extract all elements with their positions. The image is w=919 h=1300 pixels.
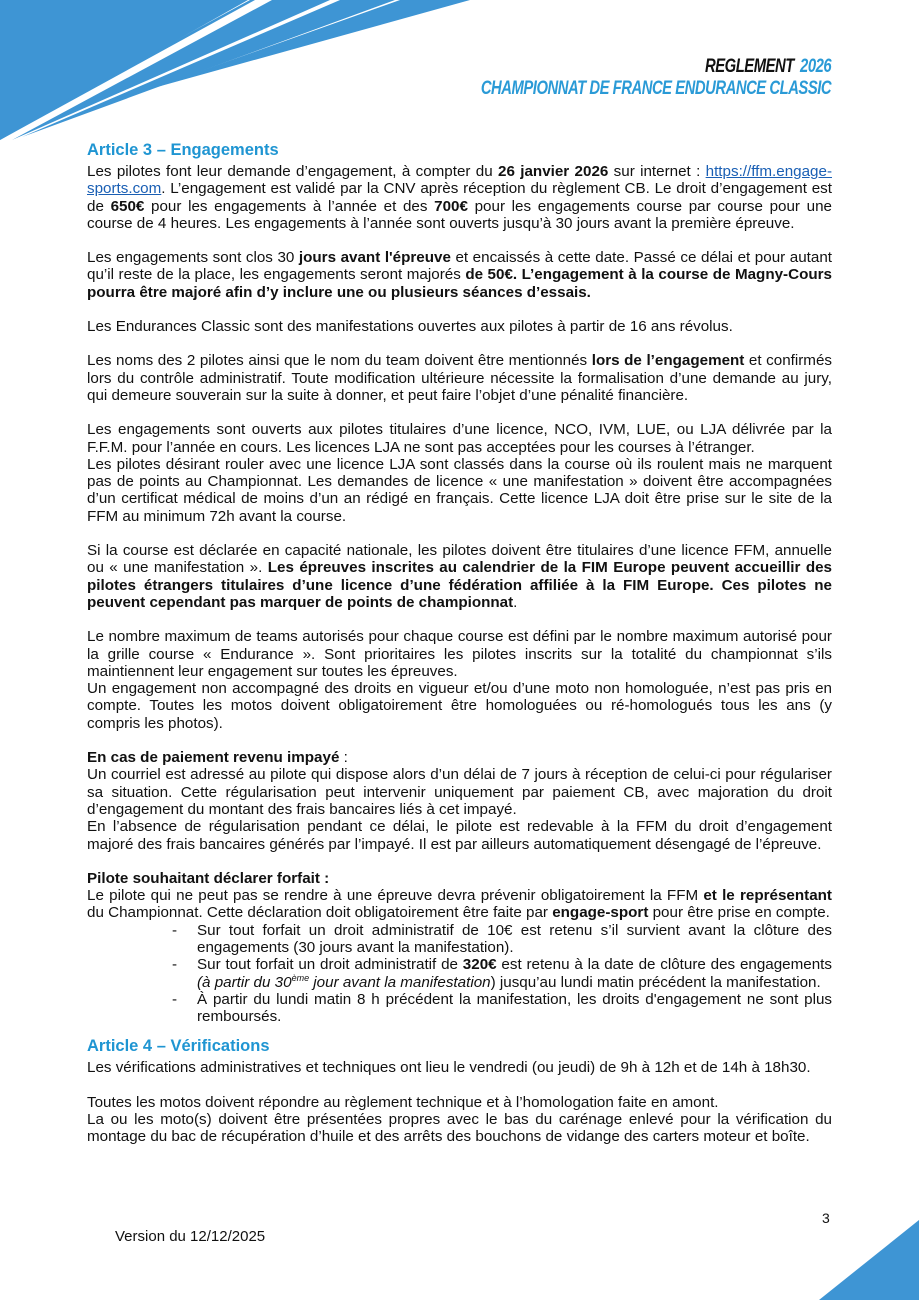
bold-text: de 50€. L’engagement à la course de Magny-Cours pourra être majoré afin d’y inclure une ou plusieurs séances d’essais. (87, 266, 832, 301)
bold-text: lors de l’engagement (591, 352, 745, 370)
text: Les engagements sont clos 30 (87, 249, 299, 267)
bold-amount: 650€ (110, 197, 145, 215)
article-3-paragraph-closing (87, 249, 832, 301)
impaye-title: En cas de paiement revenu impayé (87, 749, 340, 767)
bold-amount: 320€ (462, 956, 497, 974)
header-title (481, 56, 831, 78)
forfait-paragraph (87, 887, 832, 922)
dash-bullet-icon: - (172, 921, 178, 939)
article-3-paragraph-homologation: Un engagement non accompagné des droits en vigueur et/ou d’une moto non homologuée, n’est pas pris en compte. Toutes les motos doivent obligatoirement être homologuées ou ré-homologués tous les ans (y compris les photos). (87, 680, 832, 732)
text: et confirmés lors du contrôle administratif. Toute modification ultérieure nécessite la formalisation d’une demande au jury, qui demeure souverain sur la suite à donner, et peut faire l’objet d’une pénalité financière. (87, 352, 832, 404)
text: et encaissés à cette date. Passé ce délai et pour autant qu’il reste de la place, les engagements seront majorés (87, 249, 832, 284)
article-4-paragraph-hours: Les vérifications administratives et techniques ont lieu le vendredi (ou jeudi) de 9h à 12h et de 14h à 18h30. (87, 1059, 811, 1077)
text: ) jusqu’au lundi matin précédent la manifestation. (490, 973, 821, 991)
bold-date: 26 janvier 2026 (498, 163, 609, 180)
header-subtitle: CHAMPIONNAT DE FRANCE ENDURANCE CLASSIC (480, 78, 831, 99)
footer-version: Version du 12/12/2025 (115, 1228, 266, 1245)
footer-triangle-decoration (819, 1220, 919, 1300)
text: pour les engagements course par course pour une course de 4 heures. Les engagements à l’année sont ouverts jusqu’à 30 jours avant la première épreuve. (87, 197, 832, 232)
article-4-heading: Article 4 – Vérifications (87, 1037, 270, 1056)
page-number: 3 (822, 1210, 830, 1226)
forfait-subheading (87, 870, 832, 887)
article-3-paragraph-teams: Le nombre maximum de teams autorisés pour chaque course est défini par le nombre maximum autorisé pour la grille course « Endurance ». Sont prioritaires les pilotes inscrits sur la totalité du championnat s’ils maintiennent leur engagement sur toutes les épreuves. (87, 628, 832, 680)
text: Sur tout forfait un droit administratif de 10€ est retenu s’il survient avant la clôture des engagements (30 jours avant la manifestation). (197, 921, 832, 956)
forfait-title: Pilote souhaitant déclarer forfait : (87, 869, 330, 887)
article-3-paragraph-licences: Les engagements sont ouverts aux pilotes titulaires d’une licence, NCO, IVM, LUE, ou LJA délivrée par la F.F.M. pour l’année en cours. Les licences LJA ne sont pas acceptées pour les courses à l’étranger. (87, 421, 832, 456)
text: Le pilote qui ne peut pas se rendre à une épreuve devra prévenir obligatoirement la FFM (87, 887, 704, 905)
impaye-subheading (87, 749, 832, 766)
list-item (172, 921, 832, 957)
text: pour les engagements à l’année et des (144, 197, 435, 215)
text: : (339, 749, 348, 767)
list-item (172, 990, 832, 1026)
dash-bullet-icon: - (172, 990, 178, 1008)
italic-text: (à partir du 30 (197, 973, 292, 991)
text: À partir du lundi matin 8 h précédent la manifestation, les droits d'engagement ne sont plus remboursés. (197, 990, 832, 1026)
document-header (481, 56, 831, 100)
bold-text: Les épreuves inscrites au calendrier de la FIM Europe peuvent accueillir des pilotes étrangers titulaires d’une licence d’une fédération affiliée à la FIM Europe. Ces pilotes ne peuvent cependant pas marquer de points de championnat (87, 559, 833, 611)
article-3-paragraph-fees (87, 163, 832, 232)
article-3-paragraph-lja: Les pilotes désirant rouler avec une licence LJA sont classés dans la course où ils roulent mais ne marquent pas de points au Championnat. Les demandes de licence « une manifestation » doivent être accompagnées d’un certificat médical de moins d’un an rédigé en français. Cette licence LJA doit être prise sur le site de la FFM au minimum 72h avant la course. (87, 455, 832, 525)
text: Si la course est déclarée en capacité nationale, les pilotes doivent être titulaires d’une licence FFM, annuelle ou « une manifestation ». (87, 542, 832, 577)
article-3-paragraph-names (87, 352, 832, 404)
text: Les pilotes font leur demande d’engagement, à compter du (87, 163, 499, 180)
dash-bullet-icon: - (172, 956, 178, 974)
list-item (172, 956, 832, 991)
text: sur internet : (608, 163, 706, 180)
impaye-paragraph-2: En l’absence de régularisation pendant ce délai, le pilote est redevable à la FFM du droit d’engagement majoré des frais bancaires générés par l’impayé. Il est par ailleurs automatiquement désengagé de l’épreuve. (87, 818, 832, 853)
header-stripes-decoration (0, 0, 480, 140)
text: est retenu à la date de clôture des engagements (496, 956, 832, 974)
header-title-year: 2026 (799, 56, 831, 77)
text: . (513, 593, 518, 611)
bold-text: jours avant l'épreuve (298, 249, 451, 267)
italic-text: jour avant la manifestation (309, 973, 491, 991)
header-title-word: REGLEMENT (704, 56, 794, 77)
article-3-paragraph-age: Les Endurances Classic sont des manifestations ouvertes aux pilotes à partir de 16 ans révolus. (87, 318, 733, 336)
engage-sports-link[interactable]: https://ffm.engage-sports.com (87, 163, 832, 198)
superscript: ème (291, 972, 310, 983)
text: Les noms des 2 pilotes ainsi que le nom du team doivent être mentionnés (87, 352, 592, 370)
text: du Championnat. Cette déclaration doit obligatoirement être faite par (87, 904, 553, 922)
article-4-paragraph-technical: Toutes les motos doivent répondre au règlement technique et à l’homologation faite en amont. (87, 1093, 719, 1111)
bold-text: et le représentant (703, 887, 832, 905)
text: pour être prise en compte. (648, 904, 830, 922)
document-body (87, 140, 832, 1146)
article-3-heading: Article 3 – Engagements (87, 141, 279, 159)
impaye-paragraph-1: Un courriel est adressé au pilote qui dispose alors d’un délai de 7 jours à réception de celui-ci pour régulariser sa situation. Cette régularisation peut intervenir uniquement par paiement CB, avec majoration du droit d’engagement du montant des frais bancaires liés à cet impayé. (87, 766, 832, 818)
article-4-paragraph-presentation: La ou les moto(s) doivent être présentées propres avec le bas du carénage enlevé pour la vérification du montage du bac de récupération d’huile et des arrêts des bouchons de vidange des carters moteur et boîte. (87, 1111, 832, 1146)
text: . L’engagement est validé par la CNV après réception du règlement CB. Le droit d’engagement est de (87, 180, 832, 215)
bold-amount: 700€ (434, 197, 468, 215)
bold-text: engage-sport (552, 904, 649, 922)
forfait-bullet-list (87, 922, 832, 1026)
article-3-paragraph-national (87, 542, 832, 611)
text: Sur tout forfait un droit administratif de (197, 956, 463, 974)
